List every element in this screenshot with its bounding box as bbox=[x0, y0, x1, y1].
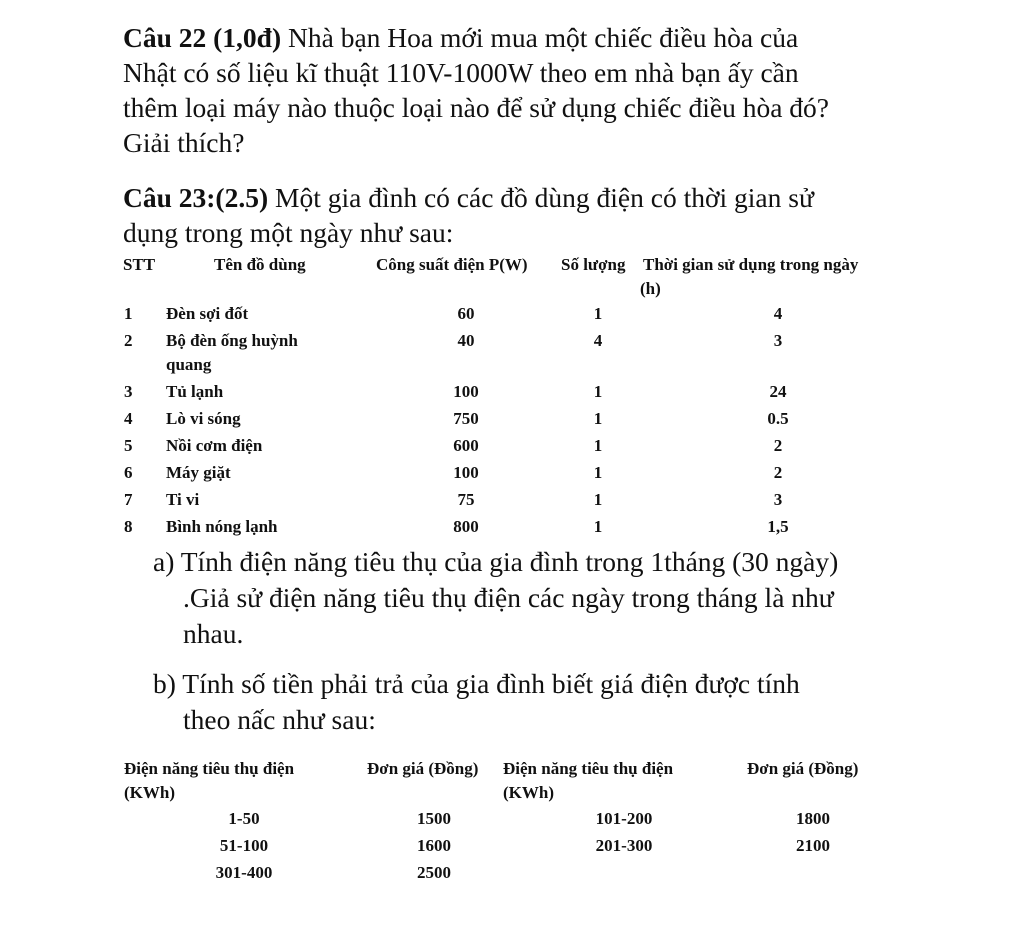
header-time: Thời gian sử dụng trong ngày bbox=[643, 255, 859, 274]
row-3-name: Tủ lạnh bbox=[166, 382, 224, 401]
question-22-text-2: Nhật có số liệu kĩ thuật 110V-1000W theo em nhà bạn ấy cần bbox=[123, 57, 799, 88]
part-a-text-3: nhau. bbox=[183, 618, 244, 649]
row-3-power: 100 bbox=[453, 382, 479, 401]
row-1-power: 60 bbox=[457, 304, 475, 323]
question-22-text-4: Giải thích? bbox=[123, 127, 245, 158]
row-4-stt: 4 bbox=[124, 409, 133, 428]
price-header-energy-1: Điện năng tiêu thụ điện bbox=[124, 759, 295, 778]
price-header-unit-1: (KWh) bbox=[124, 783, 175, 802]
row-6-qty: 1 bbox=[593, 463, 603, 482]
row-8-power: 800 bbox=[453, 517, 479, 536]
header-stt: STT bbox=[123, 255, 156, 274]
price-header-unit-2: (KWh) bbox=[503, 783, 554, 802]
row-4-name: Lò vi sóng bbox=[166, 409, 241, 428]
price-header-price-2: Đơn giá (Đồng) bbox=[747, 759, 859, 778]
row-7-name: Ti vi bbox=[166, 490, 200, 509]
row-2-power: 40 bbox=[457, 331, 475, 350]
row-1-stt: 1 bbox=[124, 304, 133, 323]
row-7-qty: 1 bbox=[593, 490, 603, 509]
row-7-time: 3 bbox=[773, 490, 783, 509]
row-8-qty: 1 bbox=[593, 517, 603, 536]
question-23-label: Câu 23:(2.5) bbox=[123, 182, 269, 213]
row-3-stt: 3 bbox=[124, 382, 133, 401]
question-22-label: Câu 22 (1,0đ) bbox=[123, 22, 282, 53]
row-7-stt: 7 bbox=[124, 490, 133, 509]
tier-range-4: 201-300 bbox=[595, 836, 653, 855]
row-8-stt: 8 bbox=[124, 517, 133, 536]
row-3-qty: 1 bbox=[593, 382, 603, 401]
question-23-text-2: dụng trong một ngày như sau: bbox=[123, 217, 454, 248]
row-2-stt: 2 bbox=[124, 331, 133, 350]
price-header-energy-2: Điện năng tiêu thụ điện bbox=[503, 759, 674, 778]
row-6-name: Máy giặt bbox=[166, 463, 231, 482]
part-b-text-1: b) Tính số tiền phải trả của gia đình biết giá điện được tính bbox=[153, 668, 800, 699]
row-5-power: 600 bbox=[453, 436, 479, 455]
question-22-text-1: Nhà bạn Hoa mới mua một chiếc điều hòa của bbox=[281, 22, 799, 53]
tier-range-1: 1-50 bbox=[228, 809, 260, 828]
tier-price-5: 2500 bbox=[417, 863, 451, 882]
part-a bbox=[153, 544, 838, 652]
tier-range-2: 51-100 bbox=[219, 836, 269, 855]
row-6-stt: 6 bbox=[124, 463, 133, 482]
tier-range-3: 101-200 bbox=[595, 809, 653, 828]
part-a-text-1: a) Tính điện năng tiêu thụ của gia đình trong 1tháng (30 ngày) bbox=[153, 546, 839, 577]
row-1-qty: 1 bbox=[593, 304, 603, 323]
header-name: Tên đồ dùng bbox=[214, 255, 306, 274]
price-header-price-1: Đơn giá (Đồng) bbox=[367, 759, 479, 778]
row-2-name: Bộ đèn ống huỳnh bbox=[166, 331, 298, 350]
part-a-text-2: .Giả sử điện năng tiêu thụ điện các ngày trong tháng là như bbox=[183, 582, 834, 613]
row-1-name: Đèn sợi đốt bbox=[166, 304, 249, 323]
header-qty: Số lượng bbox=[561, 255, 626, 274]
row-5-qty: 1 bbox=[593, 436, 603, 455]
row-7-power: 75 bbox=[457, 490, 475, 509]
row-5-time: 2 bbox=[773, 436, 783, 455]
part-b bbox=[153, 666, 800, 738]
tier-price-2: 1600 bbox=[417, 836, 451, 855]
tier-price-1: 1500 bbox=[417, 809, 451, 828]
row-8-name: Bình nóng lạnh bbox=[166, 517, 278, 536]
row-4-time: 0.5 bbox=[767, 409, 789, 428]
row-1-time: 4 bbox=[773, 304, 783, 323]
row-2-qty: 4 bbox=[593, 331, 603, 350]
header-power: Công suất điện P(W) bbox=[376, 255, 528, 274]
tier-price-3: 1800 bbox=[796, 809, 830, 828]
row-5-name: Nồi cơm điện bbox=[166, 436, 263, 455]
question-22-text-3: thêm loại máy nào thuộc loại nào để sử dụng chiếc điều hòa đó? bbox=[123, 92, 830, 123]
row-5-stt: 5 bbox=[124, 436, 133, 455]
row-6-power: 100 bbox=[453, 463, 479, 482]
row-2-name-cont: quang bbox=[166, 355, 212, 374]
question-23-text-1: Một gia đình có các đồ dùng điện có thời gian sử bbox=[268, 182, 814, 213]
row-3-time: 24 bbox=[769, 382, 787, 401]
tier-price-4: 2100 bbox=[796, 836, 830, 855]
question-23 bbox=[123, 180, 923, 250]
part-b-text-2: theo nấc như sau: bbox=[183, 704, 376, 735]
tier-range-5: 301-400 bbox=[215, 863, 273, 882]
row-4-qty: 1 bbox=[593, 409, 603, 428]
header-time-unit: (h) bbox=[640, 279, 661, 298]
row-2-time: 3 bbox=[773, 331, 783, 350]
row-6-time: 2 bbox=[773, 463, 783, 482]
row-8-time: 1,5 bbox=[767, 517, 789, 536]
question-22 bbox=[123, 20, 923, 160]
row-4-power: 750 bbox=[453, 409, 479, 428]
